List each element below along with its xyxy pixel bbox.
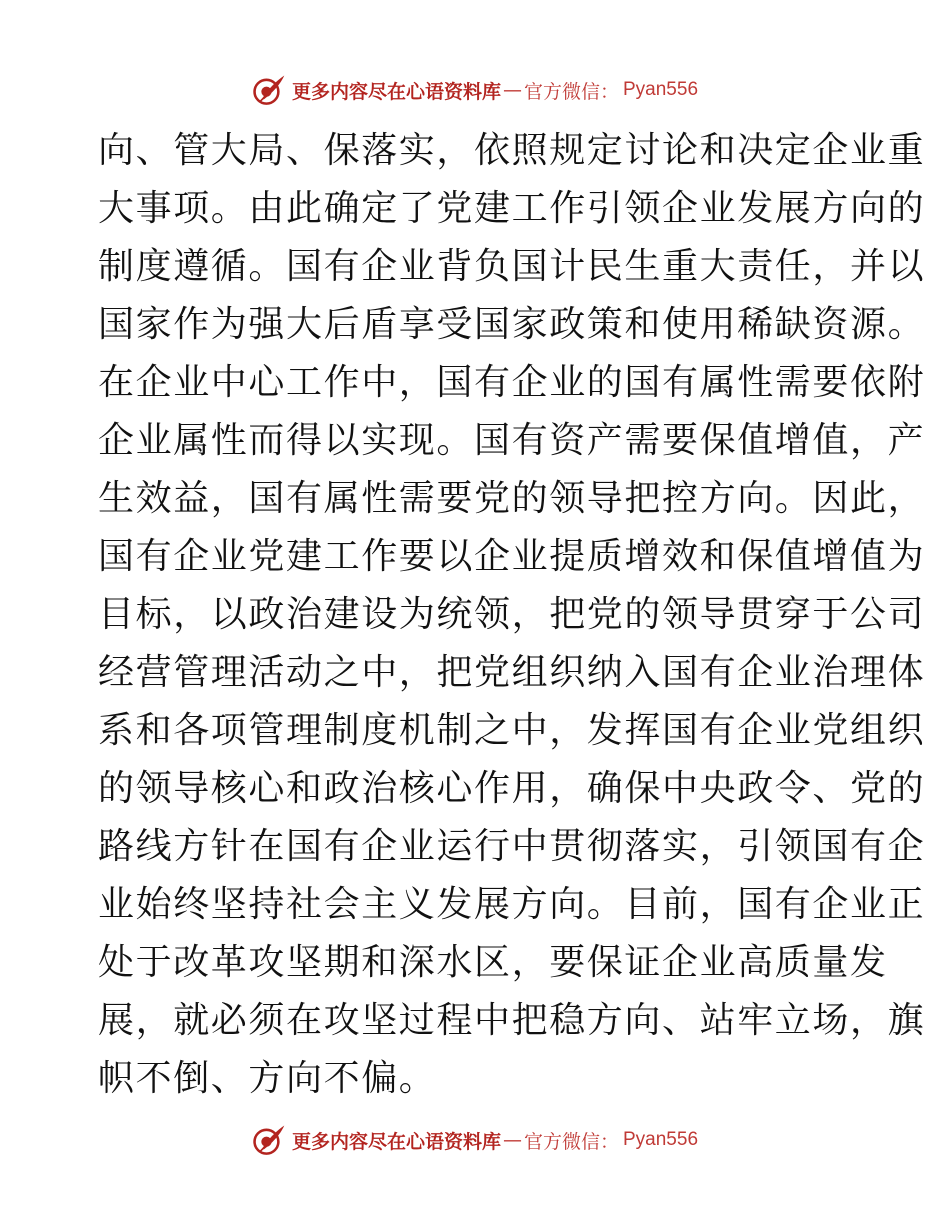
header-wechat-id: Pyan556 xyxy=(623,79,699,100)
document-body xyxy=(98,122,926,1108)
text-line: 经营管理活动之中，把党组织纳入国有企业治理体 xyxy=(98,652,926,693)
header-banner xyxy=(0,70,950,110)
header-wechat-label: 官方微信： xyxy=(523,80,619,103)
text-line: 国家作为强大后盾享受国家政策和使用稀缺资源。 xyxy=(98,304,926,345)
footer-dash: — xyxy=(502,1129,522,1151)
text-line: 系和各项管理制度机制之中，发挥国有企业党组织 xyxy=(98,710,926,751)
text-line: 路线方针在国有企业运行中贯彻落实，引领国有企 xyxy=(98,826,926,867)
footer-banner xyxy=(0,1120,950,1160)
text-line: 的领导核心和政治核心作用，确保中央政令、党的 xyxy=(98,768,926,809)
footer-wechat-label: 官方微信： xyxy=(523,1130,619,1153)
text-line: 向、管大局、保落实，依照规定讨论和决定企业重 xyxy=(98,130,926,171)
text-line: 制度遵循。国有企业背负国计民生重大责任，并以 xyxy=(98,246,926,287)
text-line: 业始终坚持社会主义发展方向。目前，国有企业正 xyxy=(98,884,926,925)
text-line: 国有企业党建工作要以企业提质增效和保值增值为 xyxy=(98,536,926,577)
text-line: 生效益，国有属性需要党的领导把控方向。因此， xyxy=(98,478,926,519)
text-line: 处于改革攻坚期和深水区，要保证企业高质量发 xyxy=(98,942,888,983)
text-line: 展，就必须在攻坚过程中把稳方向、站牢立场，旗 xyxy=(98,1000,926,1041)
text-line: 目标，以政治建设为统领，把党的领导贯穿于公司 xyxy=(98,594,926,635)
text-line: 企业属性而得以实现。国有资产需要保值增值，产 xyxy=(98,420,926,461)
footer-slogan: 更多内容尽在心语资料库 xyxy=(291,1130,501,1153)
header-slogan: 更多内容尽在心语资料库 xyxy=(291,80,501,103)
text-line: 帜不倒、方向不偏。 xyxy=(98,1058,437,1099)
feather-pen-logo-icon xyxy=(252,1123,286,1157)
text-line: 大事项。由此确定了党建工作引领企业发展方向的 xyxy=(98,188,926,229)
header-dash: — xyxy=(502,79,522,101)
footer-wechat-id: Pyan556 xyxy=(623,1129,699,1150)
feather-pen-logo-icon xyxy=(252,73,286,107)
text-line: 在企业中心工作中，国有企业的国有属性需要依附 xyxy=(98,362,926,403)
